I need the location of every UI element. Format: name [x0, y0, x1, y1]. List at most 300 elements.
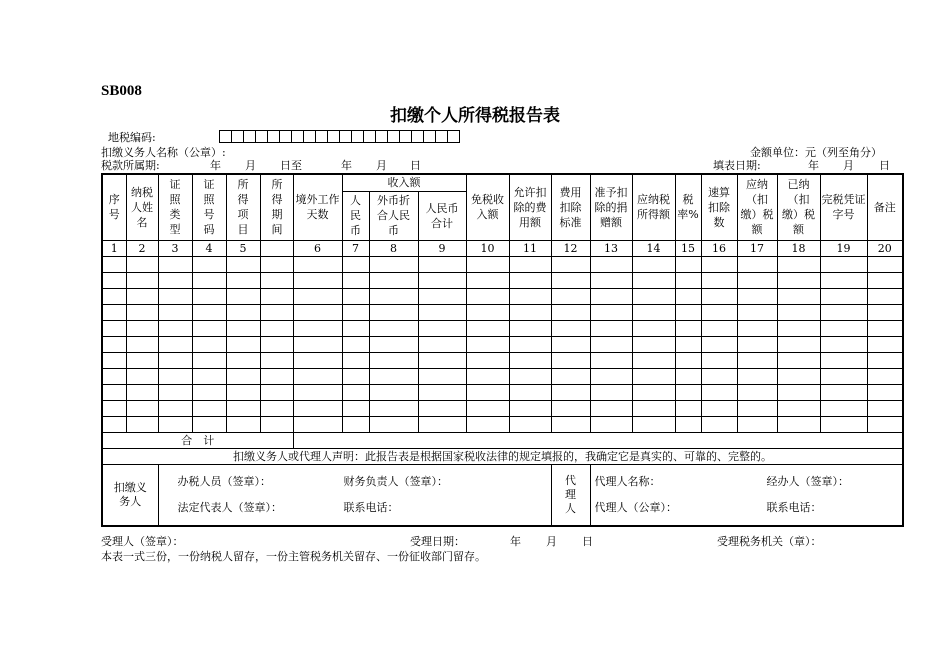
table-cell[interactable] — [466, 288, 509, 304]
table-cell[interactable] — [777, 352, 820, 368]
table-cell[interactable] — [192, 304, 226, 320]
table-cell[interactable] — [369, 416, 418, 432]
table-cell[interactable] — [126, 368, 158, 384]
table-cell[interactable] — [509, 352, 551, 368]
table-cell[interactable] — [293, 352, 342, 368]
table-cell[interactable] — [126, 336, 158, 352]
receive-date-label: 受理日期： — [410, 535, 465, 548]
table-cell[interactable] — [675, 272, 701, 288]
table-cell[interactable] — [632, 304, 675, 320]
table-cell[interactable] — [867, 336, 903, 352]
table-cell[interactable] — [867, 400, 903, 416]
table-cell[interactable] — [418, 256, 466, 272]
table-cell[interactable] — [102, 368, 126, 384]
table-cell[interactable] — [102, 352, 126, 368]
table-cell[interactable] — [867, 304, 903, 320]
table-cell[interactable] — [102, 320, 126, 336]
table-cell[interactable] — [158, 320, 192, 336]
agent-side-label: 代理人 — [551, 464, 590, 526]
table-cell[interactable] — [369, 288, 418, 304]
table-cell[interactable] — [260, 256, 293, 272]
table-cell[interactable] — [551, 400, 590, 416]
tax-code-box[interactable] — [328, 130, 340, 143]
table-cell[interactable] — [192, 384, 226, 400]
table-cell[interactable] — [551, 288, 590, 304]
table-cell[interactable] — [369, 320, 418, 336]
table-cell[interactable] — [701, 400, 737, 416]
table-cell[interactable] — [820, 288, 867, 304]
table-cell[interactable] — [675, 256, 701, 272]
table-cell[interactable] — [260, 272, 293, 288]
table-cell[interactable] — [632, 416, 675, 432]
table-cell[interactable] — [701, 336, 737, 352]
header-abroad-days: 境外工作天数 — [293, 174, 342, 240]
table-cell[interactable] — [590, 384, 632, 400]
table-cell[interactable] — [701, 256, 737, 272]
tax-code-box[interactable] — [244, 130, 256, 143]
table-cell[interactable] — [342, 384, 369, 400]
table-cell[interactable] — [777, 288, 820, 304]
table-cell[interactable] — [369, 368, 418, 384]
table-cell[interactable] — [293, 416, 342, 432]
table-cell[interactable] — [632, 256, 675, 272]
column-number: 11 — [509, 240, 551, 256]
tax-code-box[interactable] — [388, 130, 400, 143]
table-cell[interactable] — [509, 416, 551, 432]
table-cell[interactable] — [466, 416, 509, 432]
table-cell[interactable] — [737, 352, 777, 368]
table-cell[interactable] — [102, 416, 126, 432]
table-cell[interactable] — [102, 256, 126, 272]
table-cell[interactable] — [777, 416, 820, 432]
table-cell[interactable] — [293, 288, 342, 304]
tax-code-box[interactable] — [448, 130, 460, 143]
table-cell[interactable] — [551, 304, 590, 320]
table-cell[interactable] — [590, 288, 632, 304]
table-cell[interactable] — [293, 384, 342, 400]
table-cell[interactable] — [867, 288, 903, 304]
tax-code-box[interactable] — [316, 130, 328, 143]
table-cell[interactable] — [675, 384, 701, 400]
table-cell[interactable] — [551, 272, 590, 288]
table-cell[interactable] — [777, 320, 820, 336]
table-cell[interactable] — [192, 320, 226, 336]
table-cell[interactable] — [675, 336, 701, 352]
table-cell[interactable] — [102, 336, 126, 352]
table-cell[interactable] — [342, 320, 369, 336]
table-cell[interactable] — [226, 352, 260, 368]
table-cell[interactable] — [701, 304, 737, 320]
table-cell[interactable] — [466, 256, 509, 272]
table-cell[interactable] — [226, 288, 260, 304]
table-cell[interactable] — [418, 336, 466, 352]
tax-code-box[interactable] — [400, 130, 412, 143]
table-cell[interactable] — [701, 384, 737, 400]
table-cell[interactable] — [820, 256, 867, 272]
column-number: 9 — [418, 240, 466, 256]
column-number: 15 — [675, 240, 701, 256]
table-cell[interactable] — [820, 304, 867, 320]
tax-code-box[interactable] — [280, 130, 292, 143]
table-cell[interactable] — [102, 272, 126, 288]
tax-code-box[interactable] — [376, 130, 388, 143]
table-cell[interactable] — [867, 368, 903, 384]
table-cell[interactable] — [226, 320, 260, 336]
receiving-office: 受理税务机关（章）： — [717, 535, 822, 548]
column-number: 12 — [551, 240, 590, 256]
table-cell[interactable] — [701, 320, 737, 336]
table-cell[interactable] — [777, 304, 820, 320]
table-cell[interactable] — [260, 384, 293, 400]
table-cell[interactable] — [418, 400, 466, 416]
tax-code-box[interactable] — [220, 130, 232, 143]
table-cell[interactable] — [737, 336, 777, 352]
table-cell[interactable] — [342, 416, 369, 432]
table-cell[interactable] — [737, 368, 777, 384]
table-cell[interactable] — [867, 320, 903, 336]
withholder-side-label: 扣缴义务人 — [102, 464, 158, 526]
table-cell[interactable] — [126, 416, 158, 432]
table-cell[interactable] — [701, 272, 737, 288]
table-cell[interactable] — [867, 272, 903, 288]
table-cell[interactable] — [737, 320, 777, 336]
table-cell[interactable] — [158, 368, 192, 384]
table-cell[interactable] — [737, 416, 777, 432]
table-cell[interactable] — [737, 384, 777, 400]
table-cell[interactable] — [632, 288, 675, 304]
period-year-2: 年 — [341, 159, 352, 172]
data-rows — [102, 256, 903, 432]
table-cell[interactable] — [466, 368, 509, 384]
table-cell[interactable] — [192, 336, 226, 352]
table-cell[interactable] — [509, 368, 551, 384]
table-cell[interactable] — [342, 368, 369, 384]
table-cell[interactable] — [293, 320, 342, 336]
table-cell[interactable] — [192, 368, 226, 384]
table-cell[interactable] — [590, 304, 632, 320]
table-cell[interactable] — [867, 416, 903, 432]
table-cell[interactable] — [342, 256, 369, 272]
table-row — [102, 368, 903, 384]
column-number: 18 — [777, 240, 820, 256]
table-cell[interactable] — [675, 416, 701, 432]
table-row — [102, 256, 903, 272]
table-cell[interactable] — [466, 304, 509, 320]
table-cell[interactable] — [126, 400, 158, 416]
table-cell[interactable] — [192, 416, 226, 432]
table-cell[interactable] — [418, 384, 466, 400]
table-cell[interactable] — [226, 272, 260, 288]
table-cell[interactable] — [551, 256, 590, 272]
table-cell[interactable] — [466, 336, 509, 352]
table-cell[interactable] — [226, 304, 260, 320]
table-cell[interactable] — [820, 352, 867, 368]
table-cell[interactable] — [466, 384, 509, 400]
table-cell[interactable] — [509, 320, 551, 336]
table-cell[interactable] — [226, 416, 260, 432]
table-cell[interactable] — [777, 400, 820, 416]
table-cell[interactable] — [551, 384, 590, 400]
table-row — [102, 336, 903, 352]
table-cell[interactable] — [226, 368, 260, 384]
tax-code-box[interactable] — [232, 130, 244, 143]
fill-year: 年 — [808, 159, 819, 172]
table-row — [102, 288, 903, 304]
column-number: 1 — [102, 240, 126, 256]
table-cell[interactable] — [701, 352, 737, 368]
table-cell[interactable] — [418, 320, 466, 336]
table-cell[interactable] — [158, 352, 192, 368]
table-cell[interactable] — [260, 400, 293, 416]
column-number: 10 — [466, 240, 509, 256]
table-cell[interactable] — [418, 272, 466, 288]
table-cell[interactable] — [737, 272, 777, 288]
table-cell[interactable] — [418, 368, 466, 384]
withholder-name-label: 扣缴义务人名称（公章）: — [101, 146, 226, 159]
table-cell[interactable] — [675, 320, 701, 336]
table-cell[interactable] — [260, 304, 293, 320]
table-cell[interactable] — [126, 288, 158, 304]
table-cell[interactable] — [192, 400, 226, 416]
table-cell[interactable] — [260, 368, 293, 384]
table-cell[interactable] — [590, 416, 632, 432]
total-value[interactable] — [293, 432, 903, 448]
table-cell[interactable] — [260, 320, 293, 336]
table-cell[interactable] — [820, 368, 867, 384]
table-cell[interactable] — [590, 400, 632, 416]
table-cell[interactable] — [632, 336, 675, 352]
table-cell[interactable] — [369, 352, 418, 368]
table-cell[interactable] — [158, 272, 192, 288]
table-cell[interactable] — [737, 256, 777, 272]
table-cell[interactable] — [342, 336, 369, 352]
table-cell[interactable] — [418, 304, 466, 320]
tax-code-boxes[interactable] — [219, 130, 460, 143]
table-cell[interactable] — [158, 304, 192, 320]
table-cell[interactable] — [632, 368, 675, 384]
table-cell[interactable] — [777, 336, 820, 352]
table-cell[interactable] — [342, 288, 369, 304]
footnote: 本表一式三份，一份纳税人留存，一份主管税务机关留存、一份征收部门留存。 — [101, 550, 486, 563]
table-cell[interactable] — [509, 272, 551, 288]
receive-day: 日 — [582, 535, 593, 548]
table-cell[interactable] — [192, 256, 226, 272]
table-cell[interactable] — [509, 384, 551, 400]
legal-rep-signature[interactable]: 法定代表人（签章）： — [177, 500, 282, 514]
table-cell[interactable] — [369, 304, 418, 320]
table-cell[interactable] — [158, 384, 192, 400]
table-cell[interactable] — [509, 336, 551, 352]
table-cell[interactable] — [126, 304, 158, 320]
table-cell[interactable] — [466, 320, 509, 336]
table-cell[interactable] — [102, 288, 126, 304]
tax-code-box[interactable] — [304, 130, 316, 143]
table-cell[interactable] — [820, 320, 867, 336]
tax-code-box[interactable] — [364, 130, 376, 143]
table-cell[interactable] — [102, 384, 126, 400]
table-cell[interactable] — [820, 416, 867, 432]
header-rmb-total: 人民币合计 — [418, 191, 466, 240]
table-cell[interactable] — [737, 400, 777, 416]
table-cell[interactable] — [701, 416, 737, 432]
table-cell[interactable] — [590, 272, 632, 288]
period-day-to: 日至 — [280, 159, 302, 172]
table-cell[interactable] — [590, 256, 632, 272]
table-cell[interactable] — [820, 384, 867, 400]
fill-month: 月 — [843, 159, 854, 172]
table-cell[interactable] — [551, 336, 590, 352]
tax-code-box[interactable] — [424, 130, 436, 143]
column-number: 7 — [342, 240, 369, 256]
table-cell[interactable] — [820, 400, 867, 416]
tax-code-box[interactable] — [340, 130, 352, 143]
table-cell[interactable] — [701, 368, 737, 384]
table-cell[interactable] — [466, 400, 509, 416]
tax-officer-signature[interactable]: 办税人员（签章）： — [177, 474, 271, 488]
column-number: 17 — [737, 240, 777, 256]
header-tax-certificate: 完税凭证字号 — [820, 174, 867, 240]
table-cell[interactable] — [509, 400, 551, 416]
withholder-sign-area — [158, 464, 551, 526]
table-cell[interactable] — [293, 272, 342, 288]
tax-code-box[interactable] — [256, 130, 268, 143]
table-cell[interactable] — [369, 256, 418, 272]
agent-phone[interactable]: 联系电话： — [766, 500, 822, 514]
table-cell[interactable] — [226, 400, 260, 416]
table-cell[interactable] — [777, 272, 820, 288]
signature-row — [102, 464, 903, 526]
table-cell[interactable] — [293, 368, 342, 384]
table-cell[interactable] — [293, 304, 342, 320]
column-number: 14 — [632, 240, 675, 256]
header-taxable-income: 应纳税所得额 — [632, 174, 675, 240]
table-cell[interactable] — [342, 400, 369, 416]
table-cell[interactable] — [632, 384, 675, 400]
table-cell[interactable] — [260, 336, 293, 352]
table-cell[interactable] — [369, 272, 418, 288]
table-cell[interactable] — [675, 352, 701, 368]
table-cell[interactable] — [126, 272, 158, 288]
table-cell[interactable] — [675, 288, 701, 304]
table-cell[interactable] — [158, 288, 192, 304]
table-cell[interactable] — [551, 416, 590, 432]
table-cell[interactable] — [126, 256, 158, 272]
table-cell[interactable] — [369, 384, 418, 400]
table-cell[interactable] — [777, 384, 820, 400]
table-row — [102, 352, 903, 368]
table-cell[interactable] — [675, 368, 701, 384]
table-cell[interactable] — [632, 400, 675, 416]
table-cell[interactable] — [158, 256, 192, 272]
table-cell[interactable] — [192, 352, 226, 368]
table-cell[interactable] — [867, 256, 903, 272]
table-cell[interactable] — [509, 256, 551, 272]
table-cell[interactable] — [820, 336, 867, 352]
table-cell[interactable] — [226, 256, 260, 272]
table-cell[interactable] — [126, 352, 158, 368]
table-cell[interactable] — [293, 256, 342, 272]
table-cell[interactable] — [590, 320, 632, 336]
table-cell[interactable] — [632, 352, 675, 368]
table-cell[interactable] — [737, 304, 777, 320]
table-cell[interactable] — [369, 400, 418, 416]
withholder-phone[interactable]: 联系电话： — [343, 500, 399, 514]
table-cell[interactable] — [226, 336, 260, 352]
tax-code-box[interactable] — [268, 130, 280, 143]
table-cell[interactable] — [192, 288, 226, 304]
table-cell[interactable] — [418, 416, 466, 432]
table-cell[interactable] — [675, 400, 701, 416]
table-cell[interactable] — [590, 352, 632, 368]
column-number: 6 — [293, 240, 342, 256]
total-label: 合 计 — [102, 432, 293, 448]
table-cell[interactable] — [158, 400, 192, 416]
table-cell[interactable] — [126, 384, 158, 400]
amount-unit-label: 金额单位：元（列至角分） — [750, 146, 882, 159]
table-cell[interactable] — [632, 272, 675, 288]
table-cell[interactable] — [737, 288, 777, 304]
table-cell[interactable] — [342, 304, 369, 320]
tax-code-box[interactable] — [412, 130, 424, 143]
table-cell[interactable] — [551, 368, 590, 384]
declaration-row — [102, 448, 903, 464]
table-cell[interactable] — [342, 272, 369, 288]
tax-code-box[interactable] — [292, 130, 304, 143]
tax-code-box[interactable] — [352, 130, 364, 143]
table-cell[interactable] — [867, 352, 903, 368]
agent-seal[interactable]: 代理人（公章）： — [594, 500, 678, 514]
tax-code-box[interactable] — [436, 130, 448, 143]
table-cell[interactable] — [260, 352, 293, 368]
table-cell[interactable] — [260, 416, 293, 432]
table-cell[interactable] — [590, 336, 632, 352]
table-cell[interactable] — [590, 368, 632, 384]
agent-name-field[interactable]: 代理人名称： — [594, 474, 661, 488]
table-cell[interactable] — [551, 352, 590, 368]
table-cell[interactable] — [293, 400, 342, 416]
table-cell[interactable] — [369, 336, 418, 352]
table-cell[interactable] — [867, 384, 903, 400]
table-cell[interactable] — [509, 288, 551, 304]
table-cell[interactable] — [551, 320, 590, 336]
table-cell[interactable] — [342, 352, 369, 368]
table-cell[interactable] — [126, 320, 158, 336]
table-cell[interactable] — [158, 336, 192, 352]
table-cell[interactable] — [418, 352, 466, 368]
table-cell[interactable] — [466, 352, 509, 368]
finance-head-signature[interactable]: 财务负责人（签章）： — [343, 474, 448, 488]
table-cell[interactable] — [418, 288, 466, 304]
table-cell[interactable] — [192, 272, 226, 288]
handler-signature[interactable]: 经办人（签章）： — [766, 474, 850, 488]
header-tax-rate: 税率% — [675, 174, 701, 240]
table-cell[interactable] — [701, 288, 737, 304]
table-cell[interactable] — [777, 256, 820, 272]
table-cell[interactable] — [260, 288, 293, 304]
table-cell[interactable] — [509, 304, 551, 320]
table-cell[interactable] — [158, 416, 192, 432]
period-year-1: 年 — [210, 159, 221, 172]
table-cell[interactable] — [632, 320, 675, 336]
table-cell[interactable] — [293, 336, 342, 352]
table-cell[interactable] — [226, 384, 260, 400]
table-cell[interactable] — [675, 304, 701, 320]
table-cell[interactable] — [102, 400, 126, 416]
table-cell[interactable] — [466, 272, 509, 288]
table-cell[interactable] — [102, 304, 126, 320]
table-cell[interactable] — [820, 272, 867, 288]
table-cell[interactable] — [777, 368, 820, 384]
